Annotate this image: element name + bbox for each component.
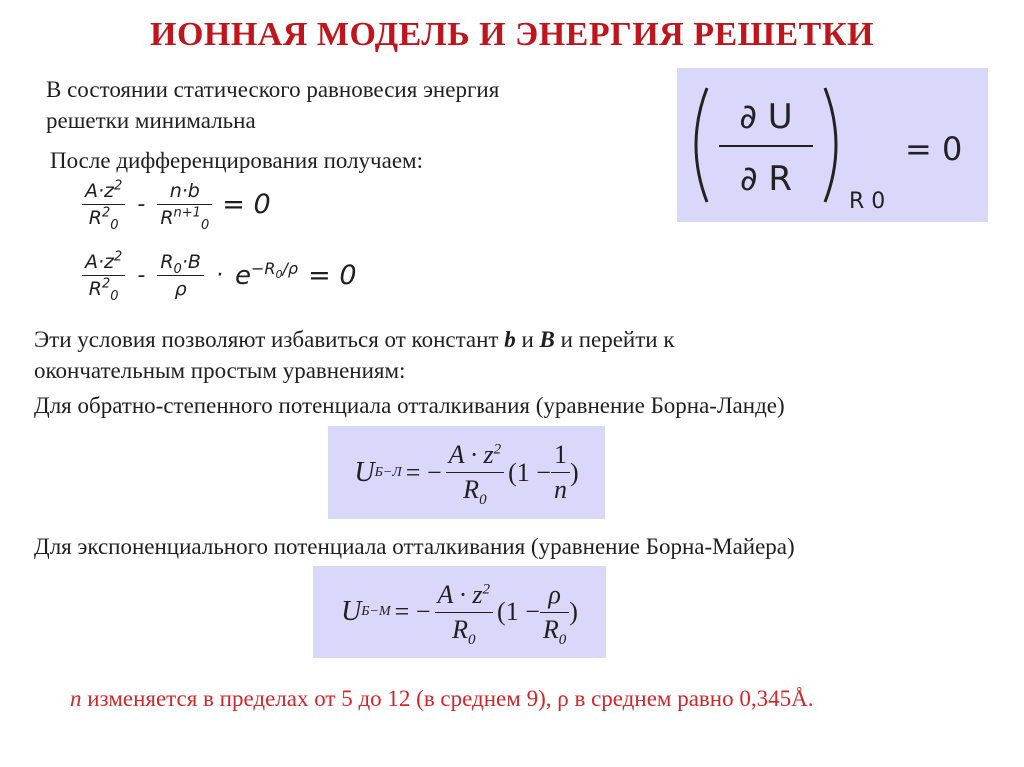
note-line: n изменяется в пределах от 5 до 12 (в среднем 9), ρ в среднем равно 0,345Å. <box>70 686 814 711</box>
derivative-formula <box>677 68 988 222</box>
eq1-rhs: = 0 <box>222 189 271 220</box>
derivative-numerator: ∂ U <box>739 97 793 137</box>
eq2-fraction-b: $\frac{R_0\cdot B}{\rho}$ <box>157 251 204 300</box>
eq1-fraction-b: $\frac{n\cdot b}{R^{n+1}_0}$ <box>157 180 212 229</box>
born-mayer-main-fraction: $\frac{A \cdot z^2}{R_0}$ <box>435 580 494 645</box>
text-line-4: Эти условия позволяют избавиться от констант b и B и перейти к <box>34 327 675 352</box>
eq2-exponential: $e^{-R_0/\rho}$ <box>235 258 299 291</box>
equation-1: $\frac{A\cdot z^2}{R^2_0}$ - $\frac{n\cdot b}{R^{n+1}_0}$ = 0 <box>82 180 271 229</box>
derivative-subscript: R 0 <box>849 189 886 214</box>
derivative-rhs: = 0 <box>905 130 963 168</box>
derivative-denominator: ∂ R <box>739 159 793 199</box>
equation-2: $\frac{A\cdot z^2}{R^2_0}$ - $\frac{R_0\cdot B}{\rho}$ · $e^{-R_0/\rho} = 0$ <box>82 251 357 300</box>
text-line-5: окончательным простым уравнениям: <box>34 358 406 383</box>
born-mayer-formula-box: U Б−М = − $\frac{A \cdot z^2}{R_0}$ (1 − $\frac{\rho}{R_0}$ ) <box>313 566 606 658</box>
slide-title: ИОННАЯ МОДЕЛЬ И ЭНЕРГИЯ РЕШЕТКИ <box>150 16 874 53</box>
text-line-2: решетки минимальна <box>46 108 256 133</box>
born-lande-formula-box: U Б−Л = − $\frac{A \cdot z^2}{R_0}$ (1 − $\frac{1}{n}$ ) <box>328 426 605 519</box>
born-lande-inner-fraction: $\frac{1}{n}$ <box>551 440 570 505</box>
derivative-formula-box <box>677 68 988 222</box>
text-line-3: После дифференцирования получаем: <box>50 148 423 173</box>
text-line-7: Для экспоненциального потенциала отталкивания (уравнение Борна-Майера) <box>34 534 795 559</box>
text-line-1: В состоянии статического равновесия энергия <box>46 77 500 102</box>
born-mayer-inner-fraction: $\frac{\rho}{R_0}$ <box>540 580 569 645</box>
born-lande-main-fraction: $\frac{A \cdot z^2}{R_0}$ <box>446 440 505 505</box>
eq1-fraction-a: $\frac{A\cdot z^2}{R^2_0}$ <box>82 180 125 229</box>
text-line-6: Для обратно-степенного потенциала отталкивания (уравнение Борна-Ланде) <box>34 393 785 418</box>
eq2-fraction-a: $\frac{A\cdot z^2}{R^2_0}$ <box>82 251 125 300</box>
eq2-rhs: = 0 <box>308 260 357 291</box>
